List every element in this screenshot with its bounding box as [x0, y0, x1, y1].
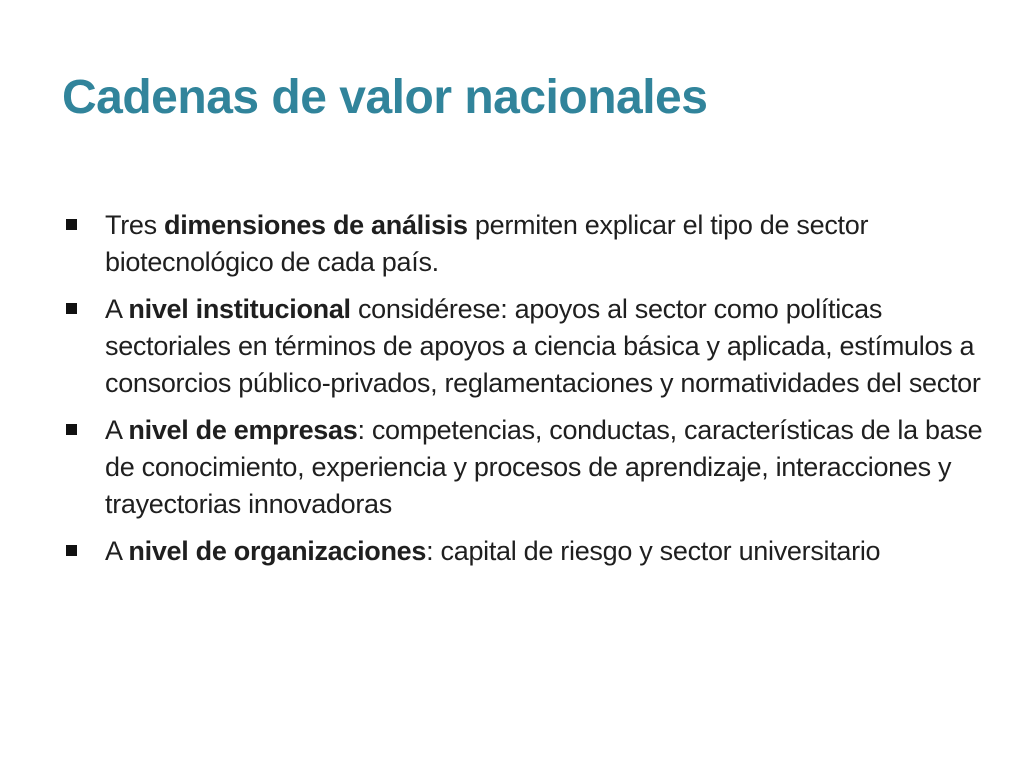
- square-bullet-icon: [66, 303, 77, 314]
- bullet-text-bold: dimensiones de análisis: [164, 210, 468, 240]
- bullet-text-bold: nivel de empresas: [128, 415, 358, 445]
- bullet-text-pre: A: [105, 536, 129, 566]
- bullet-text-bold: nivel de organizaciones: [128, 536, 427, 566]
- bullet-text-post: considérese: apoyos al sector como políticas sectoriales en términos de apoyos a ciencia básica y aplicada, estímulos a consorcios público-privados, reglamentaciones y normatividades del sector: [105, 294, 981, 398]
- bullet-text-post: : capital de riesgo y sector universitario: [426, 536, 881, 566]
- bullet-text-post: : competencias, conductas, características de la base de conocimiento, experiencia y procesos de aprendizaje, interacciones y trayectorias innovadoras: [105, 415, 983, 519]
- bullet-text-pre: A: [105, 415, 129, 445]
- bullet-item: [62, 412, 992, 523]
- bullet-text-bold: nivel institucional: [128, 294, 351, 324]
- square-bullet-icon: [66, 545, 77, 556]
- bullet-text: [105, 291, 992, 402]
- bullet-list: [62, 207, 992, 580]
- bullet-text-post: permiten explicar el tipo de sector biotecnológico de cada país.: [105, 210, 869, 277]
- bullet-text: [105, 533, 992, 570]
- bullet-text: [105, 412, 992, 523]
- bullet-item: [62, 533, 992, 570]
- square-bullet-icon: [66, 424, 77, 435]
- slide-title: Cadenas de valor nacionales: [62, 71, 708, 124]
- bullet-text-pre: Tres: [105, 210, 164, 240]
- square-bullet-icon: [66, 219, 77, 230]
- bullet-item: [62, 207, 992, 281]
- bullet-text-pre: A: [105, 294, 129, 324]
- bullet-item: [62, 291, 992, 402]
- bullet-text: [105, 207, 992, 281]
